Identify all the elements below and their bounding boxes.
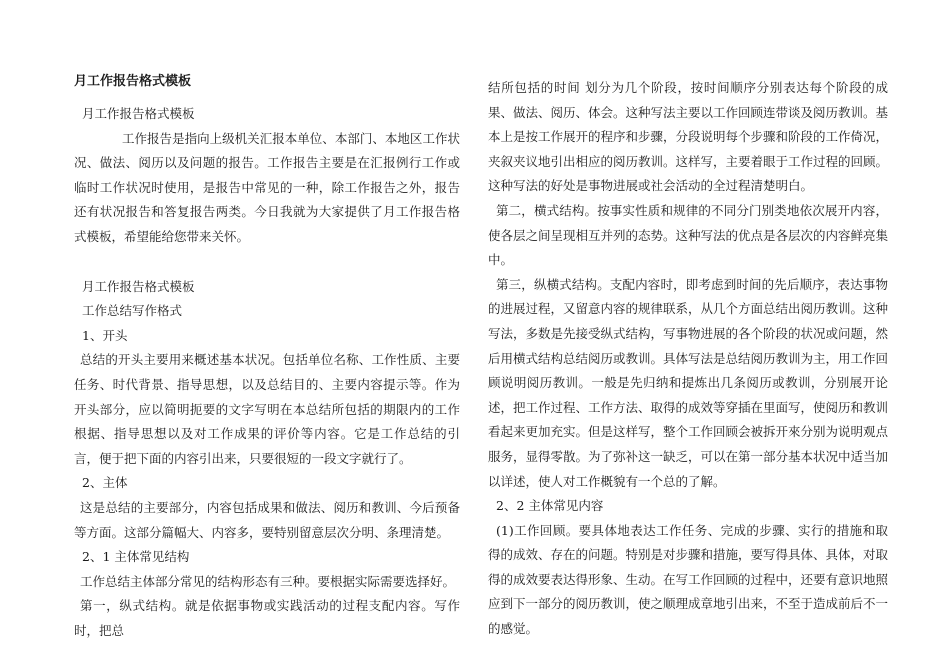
section-opening: 1、开头 <box>82 327 128 343</box>
third-structure-paragraph: 第三，纵横式结构。支配内容时，即考虑到时间的先后顺序，表达事物的进展过程，又留意内容的规律联系，从几个方面总结出阅历教训。这种写法，多数是先接受纵式结构，写事物进展的各个阶段的状况或问题，然后用横式结构总结阅历或教训。具体写法是总结阅历教训为主，用工作回顾说明阅历教训。一般是先归纳和提炼出几条阅历或教训，分别展开论述，把工作过程、工作方法、取得的成效等穿插在里面写，使阅历和教训看起来更加充实。但是这样写，整个工作回顾会被拆开來分别为说明观点服务，显得零散。为了弥补这一缺乏，可以在第一部分基本状况中适当加以详述，使人对工作概貌有一个总的了解。 <box>488 276 889 489</box>
spacer <box>74 250 460 275</box>
first-structure-paragraph: 第一，纵式结构。就是依据事物或实践活动的过程支配内容。写作时，把总 <box>74 598 460 638</box>
section-content: 2、2 主体常见内容 <box>496 498 604 514</box>
continued-paragraph: 结所包括的时间 划分为几个阶段，按时间顺序分别表达每个阶段的成果、做法、阅历、体会。这种写法主要以工作回顾连带谈及阅历教训。基本上是按工作展开的程序和步骤，分段说明每个步骤和阶段的工作倚况，夹叙夹议地引出相应的阅历教训。这样写，主要着眼于工作过程的回顾。这种写法的好处是事物进展或社会活动的全过程清楚明白。 <box>488 80 889 194</box>
heading-template: 月工作报告格式模板 <box>82 278 195 294</box>
left-column <box>74 72 460 643</box>
section-body: 2、主体 <box>82 475 128 491</box>
section-structure: 2、1 主体常见结构 <box>82 549 190 565</box>
second-structure-paragraph: 第二，横式结构。按事实性质和规律的不同分门别类地依次展开内容，使各层之间呈现相互并列的态势。这种写法的优点是各层次的内容鲜亮集中。 <box>488 202 889 268</box>
document-title: 月工作报告格式模板 <box>74 74 192 89</box>
right-column <box>488 76 888 642</box>
heading-format: 工作总结写作格式 <box>82 303 183 319</box>
subtitle: 月工作报告格式模板 <box>82 106 195 121</box>
structure-paragraph: 工作总结主体部分常见的结构形态有三种。要根据实际需要选择好。 <box>80 573 456 589</box>
intro-paragraph: 工作报告是指向上级机关汇报本单位、本部门、本地区工作状况、做法、阅历以及问题的报告。工作报告主要是在汇报例行工作或临时工作状况时使用，是报告中常见的一种，除工作报告之外，报告还有状况报告和答复报告两类。今日我就为大家提供了月工作报告格式模板，希望能给您带来关怀。 <box>74 130 460 244</box>
body-paragraph: 这是总结的主要部分，内容包括成果和做法、阅历和教训、今后预备等方面。这部分篇幅大、内容多，要特别留意层次分明、条理清楚。 <box>74 499 460 540</box>
opening-paragraph: 总结的开头主要用来概述基本状况。包括单位名称、工作性质、主要任务、时代背景、指导思想，以及总结目的、主要内容提示等。作为开头部分，应以简明扼要的文字写明在本总结所包括的期限内的工作根据、指导思想以及对工作成果的评价等内容。它是工作总结的引言，便于把下面的内容引出来，只要很短的一段文字就行了。 <box>74 352 460 466</box>
work-review-paragraph: (1)工作回顾。要具体地表达工作任务、完成的步骤、实行的措施和取得的成效、存在的问题。特别是对步骤和措施，要写得具体、具体，对取得的成效要表达得形象、生动。在写工作回顾的过程中，还要有意识地照应到下一部分的阅历教训，使之顺理成章地引出来，不至于造成前后不一的感觉。 <box>488 522 889 637</box>
